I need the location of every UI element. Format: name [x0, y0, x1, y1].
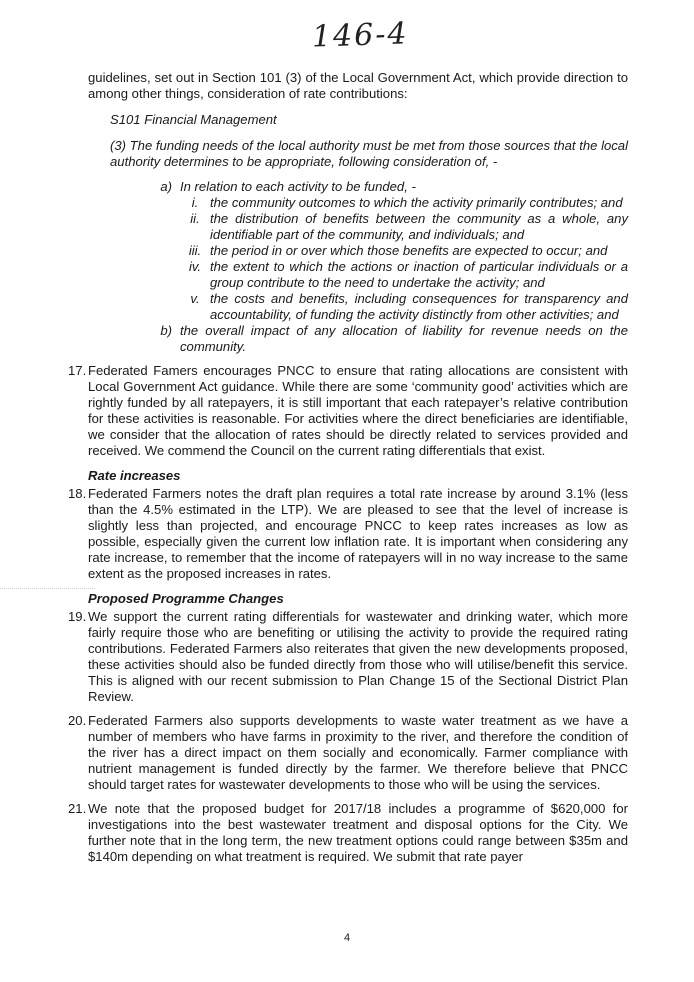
item-text: the period in or over which those benefits are expected to occur; and [210, 243, 608, 258]
item-label: iii. [188, 243, 202, 258]
clause-a-item-iv [180, 259, 628, 291]
clause-b [146, 323, 628, 355]
paragraph-number: 17. [68, 363, 87, 378]
paragraph-text: Federated Farmers notes the draft plan requires a total rate increase by around 3.1% (less than the 4.5% estimated in the LTP). We are pleased to see that the level of increase is slightly less than projected, and encourage PNCC to keep rates increases as low as possible, especially given the current low inflation rate. It is important when considering any rate increase, to remember that the income of ratepayers will in no way increase to the same extent as the proposed increases in rates. [88, 486, 628, 581]
clause-a-item-i [180, 195, 628, 211]
paragraph-18 [68, 486, 628, 582]
paragraph-text: We support the current rating differentials for wastewater and drinking water, which more fairly require those who are benefiting or utilising the activity to provide the required rating contributions. Federated Farmers also reiterates that given the new developments proposed, these activities should also be funded directly from those who will utilise/benefit this service. This is aligned with our recent submission to Plan Change 15 of the Sectional District Plan Review. [88, 609, 628, 704]
paragraph-20 [68, 713, 628, 793]
document-body [68, 70, 628, 865]
item-text: the community outcomes to which the activity primarily contributes; and [210, 195, 623, 210]
paragraph-number: 21. [68, 801, 87, 816]
paragraph-19 [68, 609, 628, 705]
paragraph-text: Federated Farmers also supports developments to waste water treatment as we have a number of members who have farms in proximity to the river, and therefore the condition of the river has a direct impact on them socially and economically. Farmer compliance with nutrient management is funded directly by the farmer. We therefore believe that PNCC should target rates for wastewater developments to those who will be using the services. [88, 713, 628, 792]
quote-lead: (3) The funding needs of the local authority must be met from those sources that the local authority determines to be appropriate, following consideration of, - [110, 138, 628, 169]
item-label: iv. [188, 259, 202, 274]
clause-b-text: the overall impact of any allocation of liability for revenue needs on the community. [180, 323, 628, 354]
item-label: v. [190, 291, 200, 306]
quote-title: S101 Financial Management [110, 112, 277, 127]
item-text: the extent to which the actions or inaction of particular individuals or a group contribute to the need to undertake the activity; and [210, 259, 628, 290]
clause-a-text: In relation to each activity to be funded, - [180, 179, 416, 194]
section-heading-programme-changes: Proposed Programme Changes [88, 591, 284, 606]
paragraph-21 [68, 801, 628, 865]
paragraph-number: 20. [68, 713, 87, 728]
item-label: i. [191, 195, 199, 210]
paragraph-text: Federated Famers encourages PNCC to ensure that rating allocations are consistent with Local Government Act guidance. While there are some ‘community good’ activities which are rightly funded by all ratepayers, it is still important that each ratepayer’s relative contribution for these activities is reasonable. For activities where the direct beneficiaries are identifiable, we consider that the allocation of rates should be directly related to services provided and received. We commend the Council on the current rating differentials that exist. [88, 363, 628, 458]
page-number: 4 [343, 932, 351, 944]
section-heading-rate-increases: Rate increases [88, 468, 181, 483]
item-label: ii. [190, 211, 200, 226]
clause-a-item-ii [180, 211, 628, 243]
handwritten-page-reference: 146-4 [311, 16, 410, 55]
scan-artifact-line [0, 588, 95, 590]
item-text: the distribution of benefits between the community as a whole, any identifiable part of the community, and individuals; and [210, 211, 628, 242]
item-text: the costs and benefits, including consequences for transparency and accountability, of funding the activity distinctly from other activities; and [210, 291, 628, 322]
clause-b-label: b) [160, 323, 172, 338]
clause-a [146, 179, 628, 195]
paragraph-text: We note that the proposed budget for 2017/18 includes a programme of $620,000 for investigations into the best wastewater treatment and disposal options for the City. We further note that in the long term, the new treatment options could range between $35m and $140m depending on what treatment is required. We submit that rate payer [88, 801, 628, 864]
paragraph-number: 19. [68, 609, 87, 624]
clause-a-item-v [180, 291, 628, 323]
clause-a-label: a) [160, 179, 172, 194]
intro-paragraph: guidelines, set out in Section 101 (3) of the Local Government Act, which provide direction to among other things, consideration of rate contributions: [88, 70, 628, 101]
paragraph-17 [68, 363, 628, 459]
paragraph-number: 18. [68, 486, 87, 501]
clause-a-item-iii [180, 243, 628, 259]
